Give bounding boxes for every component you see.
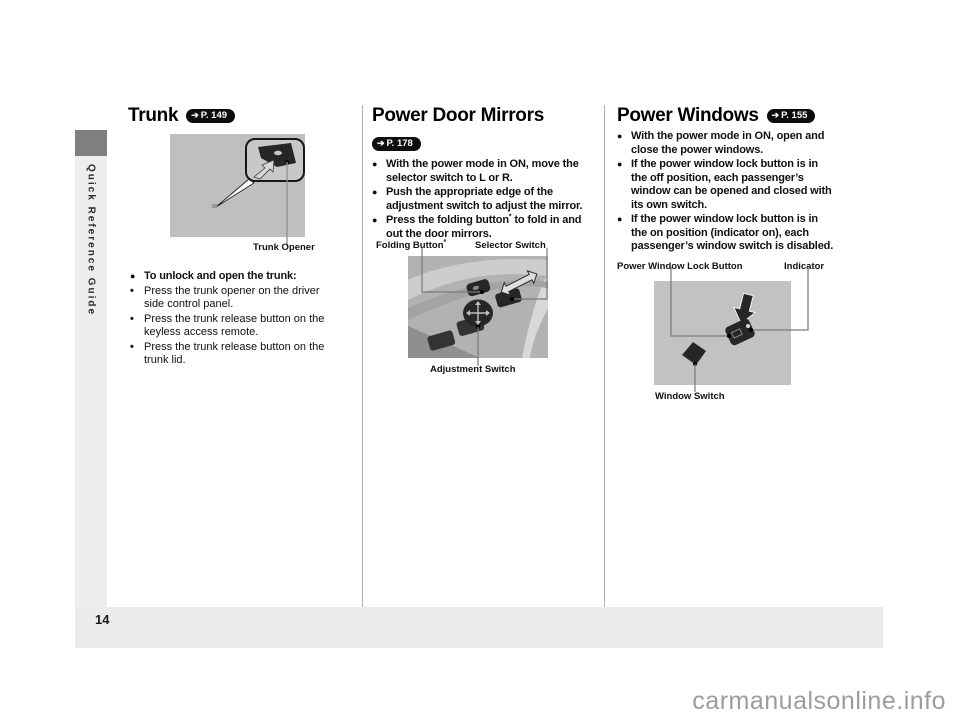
trunk-opener-illustration bbox=[170, 134, 307, 248]
page-ref-text: P. 178 bbox=[386, 138, 413, 149]
bullet-item: • Press the trunk release button on the trunk lid. bbox=[130, 340, 325, 366]
mirrors-bullet-list bbox=[372, 158, 584, 241]
page-ref-badge bbox=[186, 109, 235, 123]
folding-button-label: Folding Button* bbox=[376, 238, 447, 251]
sidebar-section-label: Quick Reference Guide bbox=[85, 164, 97, 317]
arrow-right-icon: ➔ bbox=[377, 138, 385, 148]
bullet-item: • Press the trunk opener on the driver side control panel. bbox=[130, 284, 320, 310]
power-window-lock-button-label: Power Window Lock Button bbox=[617, 261, 743, 272]
window-switch-figure bbox=[617, 266, 835, 396]
mirrors-title: Power Door Mirrors bbox=[372, 105, 544, 126]
page-ref-text: P. 155 bbox=[781, 110, 808, 121]
windows-bullet-list bbox=[617, 130, 835, 254]
section-power-door-mirrors bbox=[372, 105, 584, 375]
page-ref-badge bbox=[767, 109, 816, 123]
sidebar-section-strip bbox=[75, 130, 107, 607]
bullet-item: ● To unlock and open the trunk: bbox=[130, 270, 297, 282]
bullet-item: ● Press the folding button* to fold in and out the door mirrors. bbox=[372, 213, 582, 240]
page-ref-text: P. 149 bbox=[200, 110, 228, 121]
bullet-item: ● With the power mode in ON, open and close the power windows. bbox=[617, 130, 825, 156]
trunk-figure bbox=[170, 134, 307, 248]
section-trunk bbox=[128, 105, 346, 366]
mirror-switch-figure bbox=[372, 246, 584, 371]
footer-band bbox=[75, 607, 883, 648]
trunk-bullet-list bbox=[130, 270, 342, 369]
windows-title: Power Windows bbox=[617, 105, 759, 126]
sidebar-section-tab bbox=[75, 130, 107, 156]
bullet-item: ● If the power window lock button is in the off position, each passenger’s window can be opened and closed with its own switch. bbox=[617, 158, 832, 211]
column-divider bbox=[604, 105, 605, 607]
indicator-label: Indicator bbox=[784, 261, 825, 272]
mirror-switch-illustration bbox=[372, 246, 584, 371]
adjustment-switch-label: Adjustment Switch bbox=[430, 364, 516, 375]
arrow-right-icon: ➔ bbox=[771, 110, 780, 120]
bullet-item: ● If the power window lock button is in the on position (indicator on), each passenger’s window switch is disabled. bbox=[617, 213, 834, 252]
window-switch-label: Window Switch bbox=[655, 391, 725, 402]
bullet-item: • Press the trunk release button on the keyless access remote. bbox=[130, 312, 325, 338]
page-ref-badge bbox=[372, 137, 421, 151]
bullet-item: ● With the power mode in ON, move the selector switch to L or R. bbox=[372, 158, 579, 184]
section-power-windows bbox=[617, 105, 835, 402]
page-number: 14 bbox=[95, 612, 110, 627]
trunk-opener-label: Trunk Opener bbox=[253, 242, 315, 253]
bullet-item: ● Push the appropriate edge of the adjustment switch to adjust the mirror. bbox=[372, 186, 583, 212]
window-switch-illustration bbox=[617, 266, 835, 396]
trunk-title: Trunk bbox=[128, 105, 179, 126]
column-divider bbox=[362, 105, 363, 607]
arrow-right-icon: ➔ bbox=[191, 110, 199, 120]
selector-switch-label: Selector Switch bbox=[475, 240, 546, 251]
watermark-text: carmanualsonline.info bbox=[692, 687, 946, 715]
